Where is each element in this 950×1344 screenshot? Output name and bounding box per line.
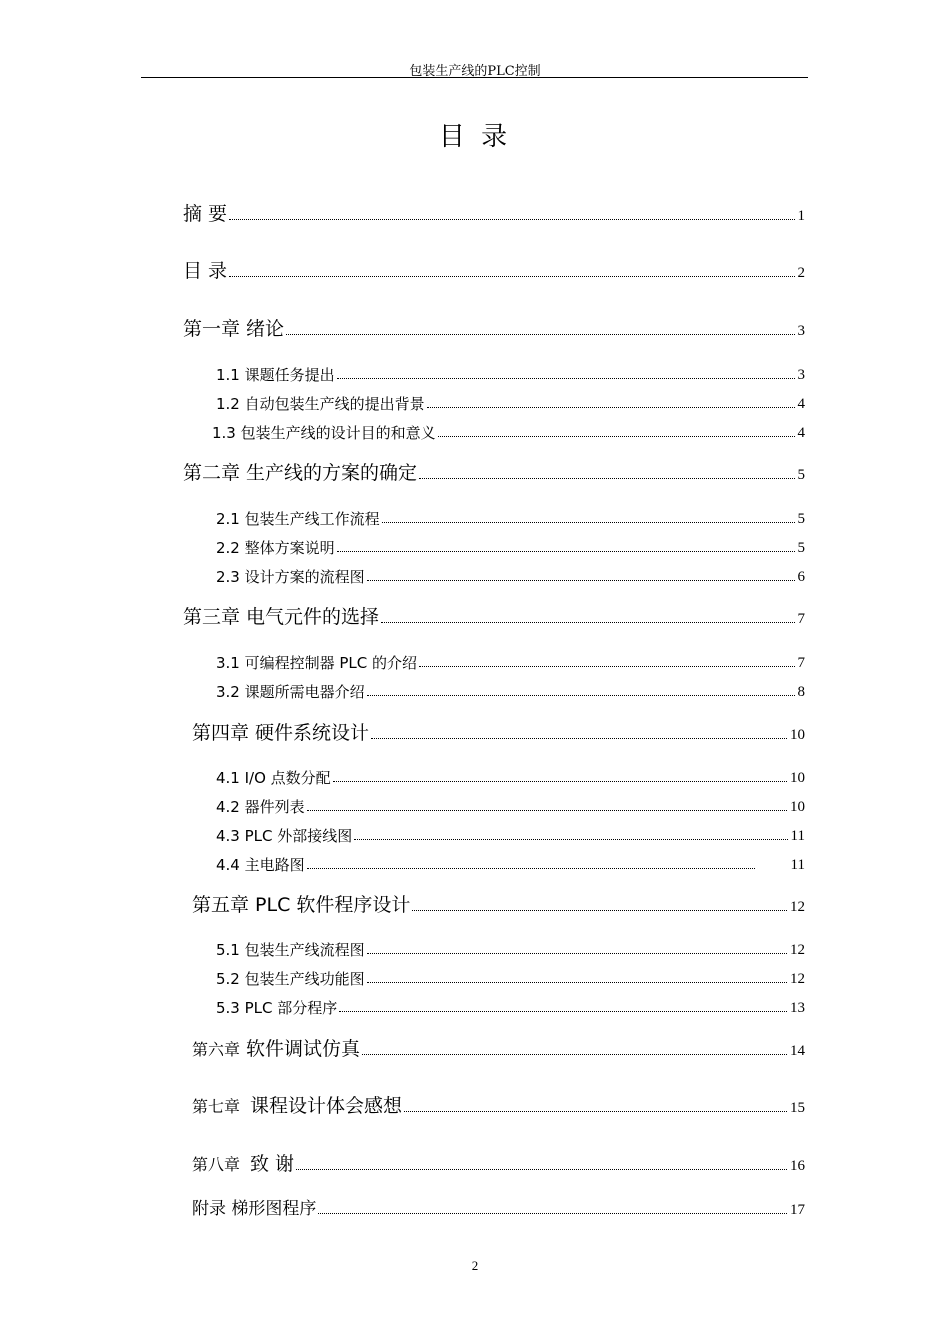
toc-leader [354,839,787,840]
toc-page: 7 [797,655,805,671]
toc-entry-5-2[interactable] [216,972,805,987]
toc-leader [367,695,795,696]
toc-chapter-prefix: 第六章 [192,1042,241,1059]
toc-label: 第五章 PLC 软件程序设计 [192,894,411,916]
toc-entry-3-1[interactable] [216,656,805,671]
toc-leader [419,478,794,479]
toc-label: 摘 要 [183,203,228,225]
toc-leader [427,407,795,408]
toc-entry-5-1[interactable] [216,943,805,958]
toc-page: 13 [790,1000,805,1016]
toc-label: 5.2 包装生产线功能图 [216,970,365,988]
toc-label: 3.2 课题所需电器介绍 [216,683,365,701]
toc-page: 10 [790,799,805,815]
toc-entry-4-2[interactable] [216,800,805,815]
toc-leader [318,1213,787,1214]
toc-label: 4.1 I/O 点数分配 [216,769,331,787]
toc-page: 5 [797,511,805,527]
toc-leader [412,910,787,911]
toc-entry-contents[interactable] [183,262,805,281]
toc-entry-4-3[interactable] [216,829,805,844]
toc-entry-chapter-7[interactable] [192,1097,805,1116]
toc-page: 4 [797,425,805,441]
toc-label: 4.3 PLC 外部接线图 [216,827,353,845]
toc-leader [419,666,794,667]
page-title: 目 录 [438,122,512,152]
toc-page: 12 [790,942,805,958]
toc-page: 3 [797,367,805,383]
toc-label: 5.3 PLC 部分程序 [216,999,338,1017]
toc-entry-chapter-8[interactable] [192,1155,805,1174]
toc-entry-2-3[interactable] [216,570,805,585]
toc-leader [337,551,795,552]
toc-entry-4-4[interactable] [216,858,805,873]
toc-chapter-prefix: 第八章 [192,1157,241,1174]
toc-label: 第四章 硬件系统设计 [192,722,370,744]
toc-page: 11 [790,857,805,873]
toc-page: 7 [797,611,805,627]
header-rule [141,77,808,78]
toc-page: 15 [790,1100,805,1116]
toc-page: 12 [790,971,805,987]
toc-entry-chapter-4[interactable] [192,724,805,743]
toc-leader [404,1111,787,1112]
toc-page: 5 [797,467,805,483]
toc-leader [333,781,787,782]
toc-label: 1.1 课题任务提出 [216,366,335,384]
toc-entry-1-3[interactable] [212,426,805,441]
toc-label: 2.2 整体方案说明 [216,539,335,557]
toc-entry-abstract[interactable] [183,205,805,224]
toc-page: 12 [790,899,805,915]
toc-entry-3-2[interactable] [216,685,805,700]
toc-label: 1.3 包装生产线的设计目的和意义 [212,424,436,442]
toc-entry-2-1[interactable] [216,512,805,527]
toc-leader [371,738,787,739]
toc-leader [229,276,794,277]
toc-page: 8 [797,684,805,700]
toc-leader [367,953,787,954]
toc-leader [337,378,795,379]
page-number: 2 [471,1258,479,1273]
toc-entry-5-3[interactable] [216,1001,805,1016]
toc-leader [229,219,794,220]
toc-page: 6 [797,569,805,585]
toc-leader [307,810,787,811]
toc-label: 目 录 [183,260,228,282]
toc-label: 4.2 器件列表 [216,798,305,816]
toc-entry-chapter-3[interactable] [183,608,805,627]
toc-chapter-prefix: 第七章 [192,1099,241,1116]
toc-leader [367,982,787,983]
toc-label: 1.2 自动包装生产线的提出背景 [216,395,425,413]
toc-entry-1-1[interactable] [216,368,805,383]
toc-page: 11 [790,828,805,844]
toc-leader [286,334,794,335]
toc-page: 5 [797,540,805,556]
toc-label: 第一章 绪论 [183,318,285,340]
toc-label: 课程设计体会感想 [250,1095,403,1117]
toc-page: 4 [797,396,805,412]
toc-entry-2-2[interactable] [216,541,805,556]
toc-leader [307,868,755,869]
toc-entry-chapter-2[interactable] [183,464,805,483]
toc-leader [381,622,794,623]
toc-entry-chapter-5[interactable] [192,896,805,915]
toc-page: 10 [790,770,805,786]
toc-leader [382,522,795,523]
toc-entry-chapter-1[interactable] [183,320,805,339]
toc-leader [438,436,795,437]
toc-entry-1-2[interactable] [216,397,805,412]
toc-label: 3.1 可编程控制器 PLC 的介绍 [216,654,418,672]
toc-page: 1 [797,208,805,224]
toc-page: 14 [790,1043,805,1059]
toc-label: 5.1 包装生产线流程图 [216,941,365,959]
toc-page: 16 [790,1158,805,1174]
toc-page: 17 [790,1202,805,1218]
toc-leader [296,1169,787,1170]
toc-label: 软件调试仿真 [246,1038,361,1060]
toc-leader [362,1054,787,1055]
toc-label: 致 谢 [250,1153,295,1175]
toc-page: 2 [797,265,805,281]
toc-label: 2.1 包装生产线工作流程 [216,510,380,528]
toc-label: 2.3 设计方案的流程图 [216,568,365,586]
toc-label: 第二章 生产线的方案的确定 [183,462,418,484]
toc-leader [339,1011,787,1012]
toc-page: 3 [797,323,805,339]
toc-page: 10 [790,727,805,743]
toc-label: 第三章 电气元件的选择 [183,606,380,628]
toc-label: 附录 梯形图程序 [192,1199,317,1219]
toc-entry-chapter-6[interactable] [192,1040,805,1059]
running-header: 包装生产线的PLC控制 [409,64,541,79]
toc-entry-4-1[interactable] [216,771,805,786]
toc-leader [367,580,795,581]
toc-entry-appendix[interactable] [192,1201,805,1218]
toc-label: 4.4 主电路图 [216,856,305,874]
